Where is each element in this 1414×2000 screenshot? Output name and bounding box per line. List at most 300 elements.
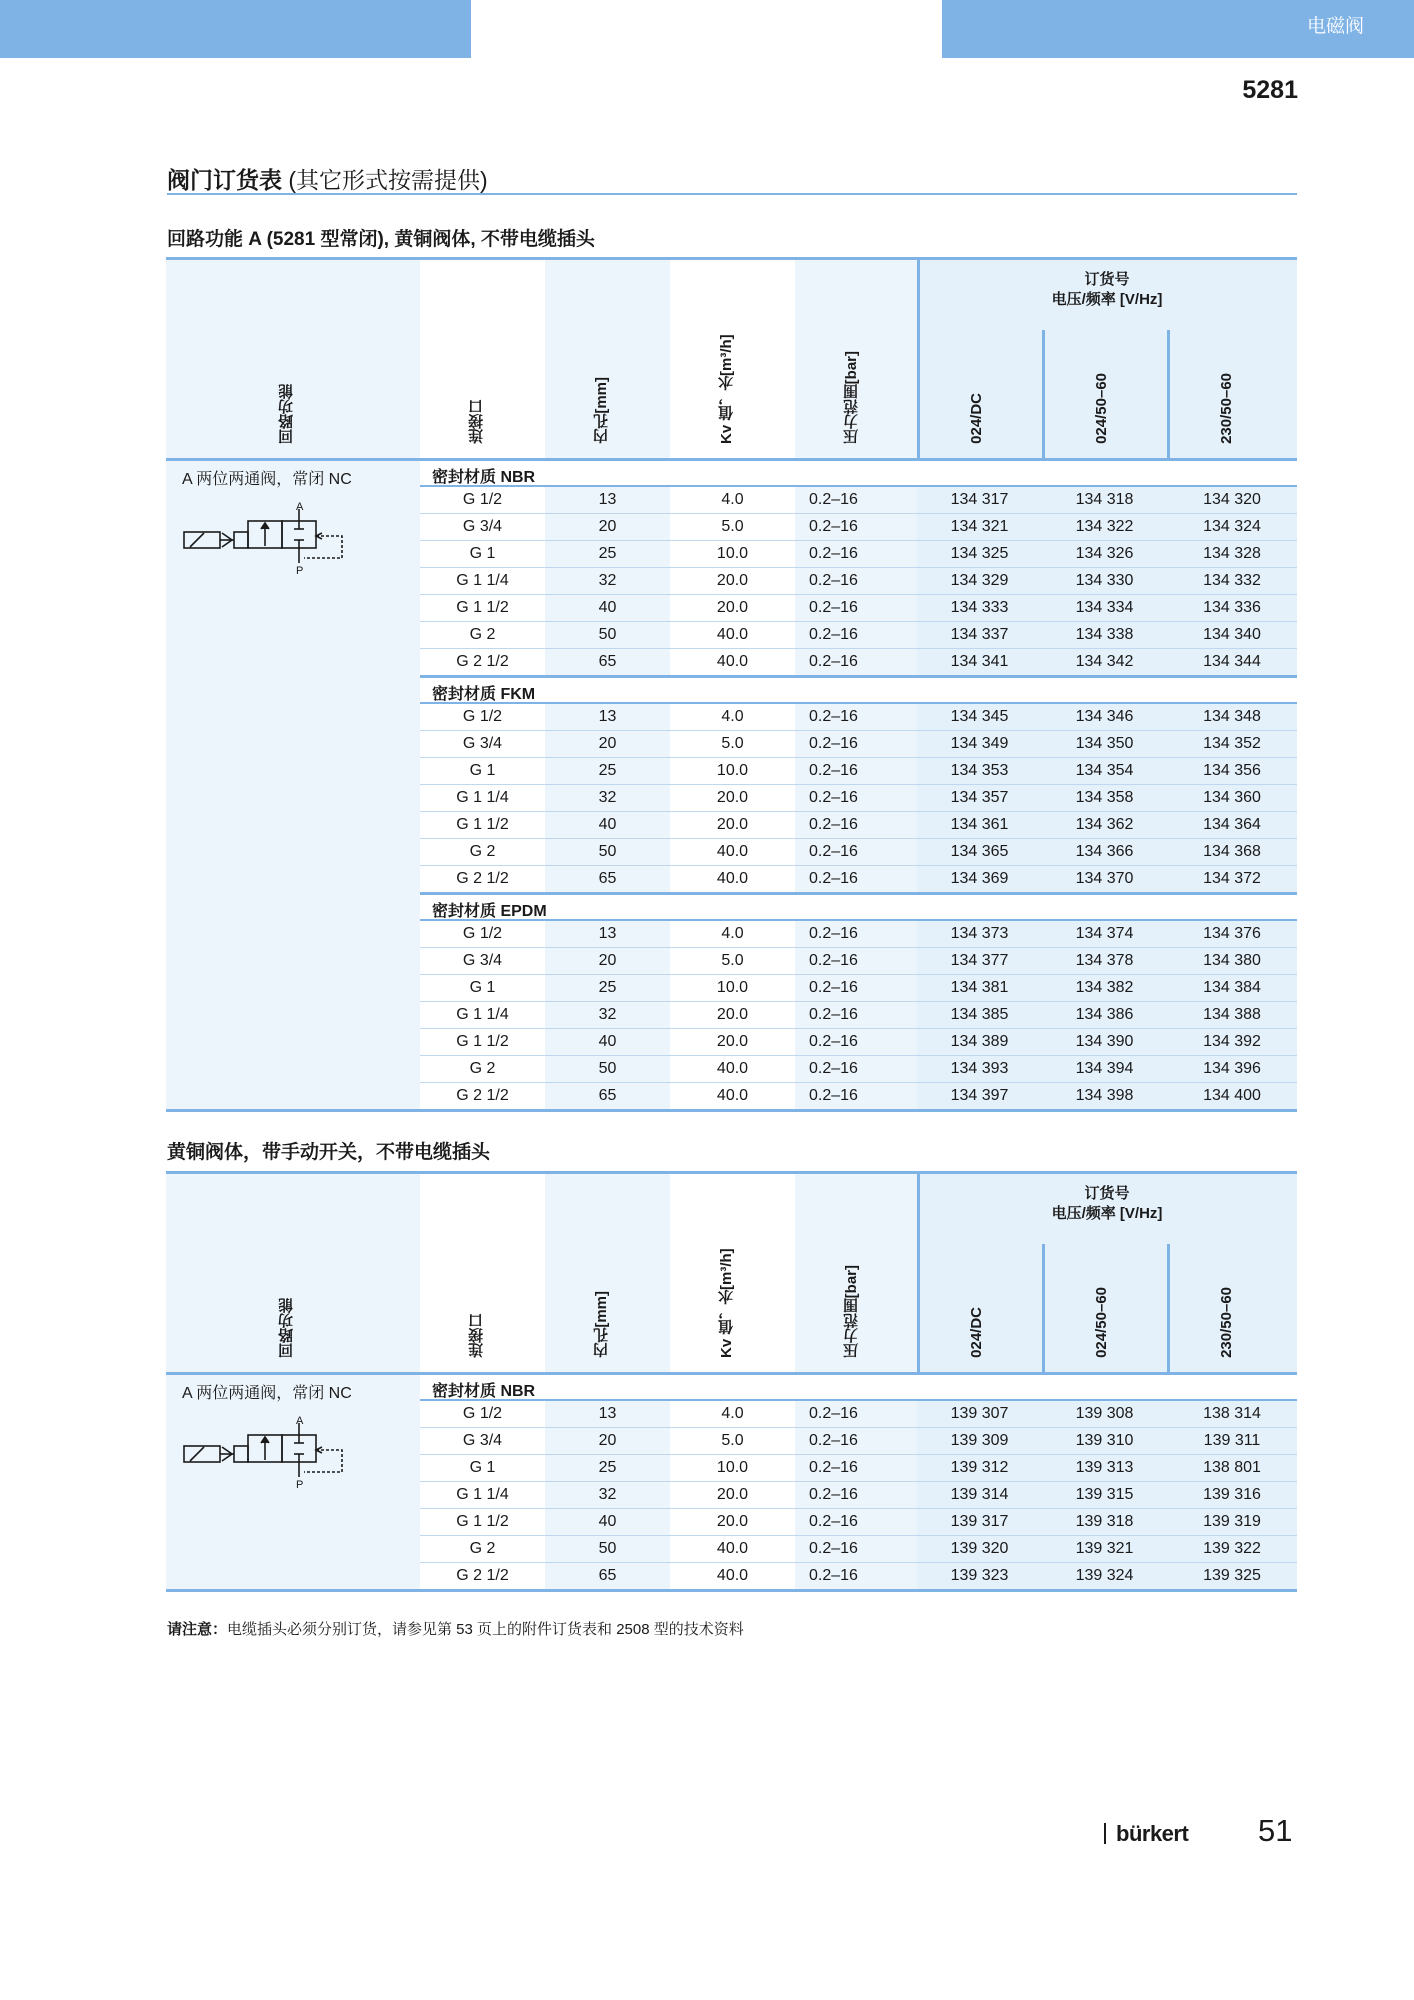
kv-cell: 40.0 [716, 1540, 749, 1557]
header-pressure [795, 1174, 917, 1372]
header-pressure-text: [bar] [843, 1264, 860, 1298]
port-cell: G 1 1/4 [456, 789, 509, 806]
order-24ac-cell: 134 390 [1075, 1033, 1134, 1050]
order-230ac-cell: 134 360 [1203, 789, 1261, 806]
port-cell: G 1 [469, 1459, 496, 1476]
table-row [420, 758, 1297, 785]
order-dc-cell: 134 329 [950, 572, 1009, 589]
port-cell: G 2 [469, 626, 496, 643]
order-24ac-cell: 134 342 [1075, 653, 1134, 670]
bore-cell: 13 [598, 1405, 617, 1422]
order-230ac-cell: 134 384 [1203, 979, 1261, 996]
circuit-label: A 两位两通阀，常闭 NC [182, 471, 352, 488]
order-230ac-cell: 134 376 [1203, 925, 1261, 942]
order-dc-cell: 134 357 [950, 789, 1009, 806]
order-230ac-cell: 139 316 [1203, 1486, 1261, 1503]
page-number: 51 [1258, 1813, 1293, 1848]
header-kv-label [718, 334, 737, 444]
header-voltage-3 [1167, 1244, 1300, 1372]
bore-cell: 50 [598, 843, 617, 860]
header-band-left [0, 0, 471, 58]
table-row [420, 948, 1297, 975]
header-kv-text: Kv 值，水 [718, 375, 735, 444]
port-cell: G 3/4 [462, 952, 503, 969]
footnote-label: 请注意： [167, 1621, 228, 1638]
kv-cell: 20.0 [716, 1006, 749, 1023]
port-cell: G 1/2 [462, 1405, 503, 1422]
header-voltage-3-label [1218, 373, 1237, 444]
table-row [420, 704, 1297, 731]
header-band-right [942, 0, 1414, 58]
header-voltage-2-text: 024/50–60 [1093, 373, 1110, 444]
order-24ac-cell: 134 370 [1075, 870, 1134, 887]
port-cell: G 1 [469, 979, 496, 996]
table-row [420, 1029, 1297, 1056]
bore-cell: 13 [598, 925, 617, 942]
order-dc-cell: 139 309 [950, 1432, 1009, 1449]
header-voltage-3-text: 230/50–60 [1218, 1287, 1235, 1358]
header-bore-text: [mm] [593, 1291, 610, 1328]
kv-cell: 4.0 [721, 491, 744, 508]
order-24ac-cell: 139 321 [1075, 1540, 1134, 1557]
order-24ac-cell: 134 346 [1075, 708, 1134, 725]
pressure-cell: 0.2–16 [809, 843, 858, 860]
header-voltage-3-text: 230/50–60 [1218, 373, 1235, 444]
order-dc-cell: 134 385 [950, 1006, 1009, 1023]
order-dc-cell: 134 397 [950, 1087, 1009, 1104]
header-voltage-1-label [968, 393, 987, 444]
order-230ac-cell: 134 332 [1203, 572, 1261, 589]
kv-cell: 40.0 [716, 1087, 749, 1104]
table-1-title: 回路功能 A (5281 型常闭), 黄铜阀体, 不带电缆插头 [167, 229, 595, 250]
order-24ac-cell: 134 338 [1075, 626, 1134, 643]
order-24ac-cell: 139 315 [1075, 1486, 1134, 1503]
header-voltage-2-label [1093, 373, 1112, 444]
table-row [420, 1428, 1297, 1455]
order-230ac-cell: 134 352 [1203, 735, 1261, 752]
bore-cell: 65 [598, 1087, 617, 1104]
kv-cell: 40.0 [716, 1060, 749, 1077]
kv-cell: 4.0 [721, 708, 744, 725]
pressure-cell: 0.2–16 [809, 518, 858, 535]
footnote-text: 电缆插头必须分别订货，请参见第 53 页上的附件订货表和 2508 型的技术资料 [227, 1621, 744, 1638]
header-voltage-2 [1042, 330, 1170, 458]
kv-cell: 20.0 [716, 789, 749, 806]
bore-cell: 32 [598, 1486, 617, 1503]
bore-cell: 20 [598, 735, 617, 752]
pressure-cell: 0.2–16 [809, 1432, 858, 1449]
kv-cell: 20.0 [716, 599, 749, 616]
bore-cell: 25 [598, 1459, 617, 1476]
order-dc-cell: 134 325 [950, 545, 1009, 562]
order-dc-cell: 139 317 [950, 1513, 1009, 1530]
table-row [420, 785, 1297, 812]
order-dc-cell: 134 389 [950, 1033, 1009, 1050]
port-cell: G 1/2 [462, 925, 503, 942]
pressure-cell: 0.2–16 [809, 735, 858, 752]
order-230ac-cell: 134 372 [1203, 870, 1261, 887]
kv-cell: 20.0 [716, 1486, 749, 1503]
header-bore-label [593, 377, 612, 444]
port-cell: G 1/2 [462, 708, 503, 725]
order-24ac-cell: 134 366 [1075, 843, 1134, 860]
kv-cell: 10.0 [716, 762, 749, 779]
header-circuit [166, 1174, 420, 1372]
port-p-label: P [296, 1479, 304, 1491]
valve-schematic-icon [182, 1409, 362, 1499]
kv-cell: 40.0 [716, 626, 749, 643]
order-dc-cell: 134 377 [950, 952, 1009, 969]
table-header [166, 260, 1297, 461]
order-dc-cell: 139 320 [950, 1540, 1009, 1557]
pressure-cell: 0.2–16 [809, 653, 858, 670]
brand-logo: bürkert [1116, 1821, 1189, 1846]
pressure-cell: 0.2–16 [809, 545, 858, 562]
port-cell: G 1 1/4 [456, 1006, 509, 1023]
order-dc-cell: 139 323 [950, 1567, 1009, 1584]
header-voltage-3 [1167, 330, 1300, 458]
header-bore [545, 260, 670, 458]
port-cell: G 1 1/2 [456, 1033, 509, 1050]
pressure-cell: 0.2–16 [809, 1087, 858, 1104]
order-24ac-cell: 134 378 [1075, 952, 1134, 969]
seal-material-label: 密封材质 FKM [432, 686, 536, 703]
order-dc-cell: 139 314 [950, 1486, 1009, 1503]
pressure-cell: 0.2–16 [809, 952, 858, 969]
order-24ac-cell: 139 324 [1075, 1567, 1134, 1584]
order-230ac-cell: 134 328 [1203, 545, 1261, 562]
header-bore-text: 内孔 [593, 414, 610, 444]
order-dc-cell: 134 337 [950, 626, 1009, 643]
kv-cell: 5.0 [721, 1432, 744, 1449]
port-cell: G 3/4 [462, 518, 503, 535]
order-24ac-cell: 134 326 [1075, 545, 1134, 562]
category-label: 电磁阀 [1306, 16, 1364, 37]
bore-cell: 40 [598, 599, 617, 616]
header-voltage-1-label [968, 1307, 987, 1358]
order-230ac-cell: 134 368 [1203, 843, 1261, 860]
table-body [166, 461, 1297, 1109]
table-row [420, 731, 1297, 758]
port-cell: G 1 1/2 [456, 1513, 509, 1530]
bore-cell: 32 [598, 789, 617, 806]
pressure-cell: 0.2–16 [809, 1006, 858, 1023]
kv-cell: 40.0 [716, 653, 749, 670]
data-rows [420, 1375, 1297, 1589]
kv-cell: 40.0 [716, 843, 749, 860]
bore-cell: 20 [598, 1432, 617, 1449]
order-dc-cell: 134 349 [950, 735, 1009, 752]
order-230ac-cell: 134 344 [1203, 653, 1261, 670]
order-230ac-cell: 138 314 [1203, 1405, 1261, 1422]
bore-cell: 32 [598, 572, 617, 589]
order-230ac-cell: 138 801 [1203, 1459, 1261, 1476]
section-title-main: 阀门订货表 [167, 167, 282, 193]
order-table-1 [166, 257, 1297, 1112]
order-230ac-cell: 134 380 [1203, 952, 1261, 969]
order-dc-cell: 134 361 [950, 816, 1009, 833]
table-row [420, 1056, 1297, 1083]
header-port-text: 连接口 [468, 399, 485, 444]
port-cell: G 2 1/2 [456, 870, 509, 887]
order-230ac-cell: 139 319 [1203, 1513, 1261, 1530]
pressure-cell: 0.2–16 [809, 1567, 858, 1584]
seal-material-row [420, 1375, 1297, 1401]
port-cell: G 2 [469, 1060, 496, 1077]
data-rows [420, 461, 1297, 1109]
port-cell: G 1/2 [462, 491, 503, 508]
header-order-number [917, 1174, 1297, 1246]
port-cell: G 1 [469, 545, 496, 562]
bore-cell: 13 [598, 491, 617, 508]
order-24ac-cell: 139 313 [1075, 1459, 1134, 1476]
order-230ac-cell: 134 348 [1203, 708, 1261, 725]
valve-schematic-icon [182, 495, 362, 585]
header-circuit [166, 260, 420, 458]
seal-material-label: 密封材质 EPDM [432, 903, 547, 920]
order-230ac-cell: 134 392 [1203, 1033, 1261, 1050]
kv-cell: 10.0 [716, 545, 749, 562]
header-circuit-label [278, 384, 297, 444]
bore-cell: 20 [598, 518, 617, 535]
seal-material-row [420, 461, 1297, 487]
port-cell: G 3/4 [462, 1432, 503, 1449]
order-dc-cell: 134 321 [950, 518, 1009, 535]
kv-cell: 10.0 [716, 1459, 749, 1476]
table-row [420, 1002, 1297, 1029]
kv-cell: 40.0 [716, 1567, 749, 1584]
header-voltage-2-label [1093, 1287, 1112, 1358]
port-cell: G 2 1/2 [456, 1087, 509, 1104]
order-230ac-cell: 134 364 [1203, 816, 1261, 833]
pressure-cell: 0.2–16 [809, 599, 858, 616]
header-order-voltage: 电压/频率 [V/Hz] [1051, 291, 1163, 308]
table-row [420, 866, 1297, 892]
header-bore [545, 1174, 670, 1372]
seal-material-row [420, 675, 1297, 704]
table-row [420, 514, 1297, 541]
pressure-cell: 0.2–16 [809, 572, 858, 589]
port-p-label: P [296, 565, 304, 577]
bore-cell: 40 [598, 816, 617, 833]
header-bore-text: 内孔 [593, 1328, 610, 1358]
header-circuit-text: 回路功能 [278, 1298, 295, 1358]
pressure-cell: 0.2–16 [809, 870, 858, 887]
port-cell: G 2 [469, 1540, 496, 1557]
header-voltage-3-label [1218, 1287, 1237, 1358]
order-dc-cell: 134 369 [950, 870, 1009, 887]
order-dc-cell: 134 353 [950, 762, 1009, 779]
order-table-2 [166, 1171, 1297, 1592]
header-port [420, 260, 545, 458]
bore-cell: 32 [598, 1006, 617, 1023]
header-order-number [917, 260, 1297, 332]
port-cell: G 2 1/2 [456, 653, 509, 670]
header-port-label [468, 1313, 487, 1358]
seal-material-label: 密封材质 NBR [432, 1383, 536, 1400]
order-230ac-cell: 134 340 [1203, 626, 1261, 643]
port-cell: G 1 1/2 [456, 816, 509, 833]
table-row [420, 568, 1297, 595]
header-kv-label [718, 1248, 737, 1358]
order-24ac-cell: 139 308 [1075, 1405, 1134, 1422]
header-pressure-label [843, 351, 862, 444]
port-cell: G 3/4 [462, 735, 503, 752]
header-voltage-2-text: 024/50–60 [1093, 1287, 1110, 1358]
pressure-cell: 0.2–16 [809, 1486, 858, 1503]
header-kv [670, 260, 795, 458]
order-24ac-cell: 139 310 [1075, 1432, 1134, 1449]
pressure-cell: 0.2–16 [809, 762, 858, 779]
bore-cell: 65 [598, 870, 617, 887]
kv-cell: 10.0 [716, 979, 749, 996]
header-order-title: 订货号 [1084, 271, 1130, 288]
table-row [420, 1455, 1297, 1482]
port-cell: G 1 1/4 [456, 572, 509, 589]
model-number: 5281 [1242, 76, 1298, 104]
order-dc-cell: 134 341 [950, 653, 1009, 670]
order-24ac-cell: 134 358 [1075, 789, 1134, 806]
table-row [420, 649, 1297, 675]
order-24ac-cell: 134 382 [1075, 979, 1134, 996]
pressure-cell: 0.2–16 [809, 789, 858, 806]
header-bore-text: [mm] [593, 377, 610, 414]
pressure-cell: 0.2–16 [809, 626, 858, 643]
pressure-cell: 0.2–16 [809, 1405, 858, 1422]
order-24ac-cell: 134 386 [1075, 1006, 1134, 1023]
kv-cell: 20.0 [716, 1513, 749, 1530]
kv-cell: 20.0 [716, 816, 749, 833]
section-title [167, 162, 488, 195]
header-pressure-text: 压力范围 [843, 1298, 860, 1358]
table-row [420, 595, 1297, 622]
bore-cell: 25 [598, 545, 617, 562]
order-230ac-cell: 139 322 [1203, 1540, 1261, 1557]
bore-cell: 40 [598, 1513, 617, 1530]
table-row [420, 1482, 1297, 1509]
bore-cell: 25 [598, 762, 617, 779]
table-row [420, 812, 1297, 839]
header-voltage-2 [1042, 1244, 1170, 1372]
pressure-cell: 0.2–16 [809, 491, 858, 508]
header-pressure [795, 260, 917, 458]
header-port [420, 1174, 545, 1372]
pressure-cell: 0.2–16 [809, 1513, 858, 1530]
order-24ac-cell: 134 398 [1075, 1087, 1134, 1104]
order-230ac-cell: 134 388 [1203, 1006, 1261, 1023]
order-230ac-cell: 139 325 [1203, 1567, 1261, 1584]
order-dc-cell: 134 345 [950, 708, 1009, 725]
header-voltage-1-text: 024/DC [968, 1307, 985, 1358]
bore-cell: 65 [598, 653, 617, 670]
order-230ac-cell: 134 324 [1203, 518, 1261, 535]
header-bore-label [593, 1291, 612, 1358]
pressure-cell: 0.2–16 [809, 708, 858, 725]
order-dc-cell: 134 373 [950, 925, 1009, 942]
port-cell: G 1 1/2 [456, 599, 509, 616]
header-voltage-1-text: 024/DC [968, 393, 985, 444]
table-2-title: 黄铜阀体，带手动开关，不带电缆插头 [167, 1142, 491, 1163]
seal-material-label: 密封材质 NBR [432, 469, 536, 486]
order-230ac-cell: 134 396 [1203, 1060, 1261, 1077]
order-24ac-cell: 134 322 [1075, 518, 1134, 535]
port-cell: G 2 1/2 [456, 1567, 509, 1584]
table-row [420, 1401, 1297, 1428]
header-port-label [468, 399, 487, 444]
bore-cell: 50 [598, 1060, 617, 1077]
header-port-text: 连接口 [468, 1313, 485, 1358]
kv-cell: 40.0 [716, 870, 749, 887]
port-cell: G 1 1/4 [456, 1486, 509, 1503]
pressure-cell: 0.2–16 [809, 1459, 858, 1476]
port-cell: G 2 [469, 843, 496, 860]
pressure-cell: 0.2–16 [809, 1060, 858, 1077]
kv-cell: 5.0 [721, 518, 744, 535]
table-row [420, 1083, 1297, 1109]
order-dc-cell: 134 365 [950, 843, 1009, 860]
header-kv-text: [m³/h] [718, 1248, 735, 1290]
header-kv [670, 1174, 795, 1372]
table-row [420, 541, 1297, 568]
table-row [420, 487, 1297, 514]
order-dc-cell: 139 312 [950, 1459, 1009, 1476]
order-24ac-cell: 139 318 [1075, 1513, 1134, 1530]
kv-cell: 4.0 [721, 925, 744, 942]
kv-cell: 20.0 [716, 1033, 749, 1050]
table-row [420, 921, 1297, 948]
order-230ac-cell: 134 320 [1203, 491, 1261, 508]
bore-cell: 13 [598, 708, 617, 725]
port-cell: G 1 [469, 762, 496, 779]
pressure-cell: 0.2–16 [809, 979, 858, 996]
kv-cell: 5.0 [721, 952, 744, 969]
order-dc-cell: 134 381 [950, 979, 1009, 996]
header-pressure-text: 压力范围 [843, 384, 860, 444]
order-24ac-cell: 134 334 [1075, 599, 1134, 616]
bore-cell: 25 [598, 979, 617, 996]
logo-divider [1104, 1823, 1106, 1844]
order-24ac-cell: 134 374 [1075, 925, 1134, 942]
order-dc-cell: 134 333 [950, 599, 1009, 616]
header-pressure-text: [bar] [843, 350, 860, 384]
section-title-sub: (其它形式按需提供) [288, 167, 488, 193]
table-row [420, 1563, 1297, 1589]
section-divider [167, 193, 1297, 195]
bore-cell: 40 [598, 1033, 617, 1050]
order-24ac-cell: 134 354 [1075, 762, 1134, 779]
header-circuit-text: 回路功能 [278, 384, 295, 444]
pressure-cell: 0.2–16 [809, 1033, 858, 1050]
order-24ac-cell: 134 350 [1075, 735, 1134, 752]
table-body [166, 1375, 1297, 1589]
header-kv-text: Kv 值，水 [718, 1289, 735, 1358]
table-row [420, 839, 1297, 866]
seal-material-row [420, 892, 1297, 921]
order-dc-cell: 134 317 [950, 491, 1009, 508]
port-a-label: A [296, 1415, 304, 1427]
header-pressure-label [843, 1265, 862, 1358]
bore-cell: 50 [598, 1540, 617, 1557]
header-circuit-label [278, 1298, 297, 1358]
bore-cell: 65 [598, 1567, 617, 1584]
table-header [166, 1174, 1297, 1375]
order-24ac-cell: 134 394 [1075, 1060, 1134, 1077]
header-order-title: 订货号 [1084, 1185, 1130, 1202]
order-24ac-cell: 134 318 [1075, 491, 1134, 508]
table-row [420, 1509, 1297, 1536]
footnote [167, 1618, 744, 1639]
order-24ac-cell: 134 330 [1075, 572, 1134, 589]
